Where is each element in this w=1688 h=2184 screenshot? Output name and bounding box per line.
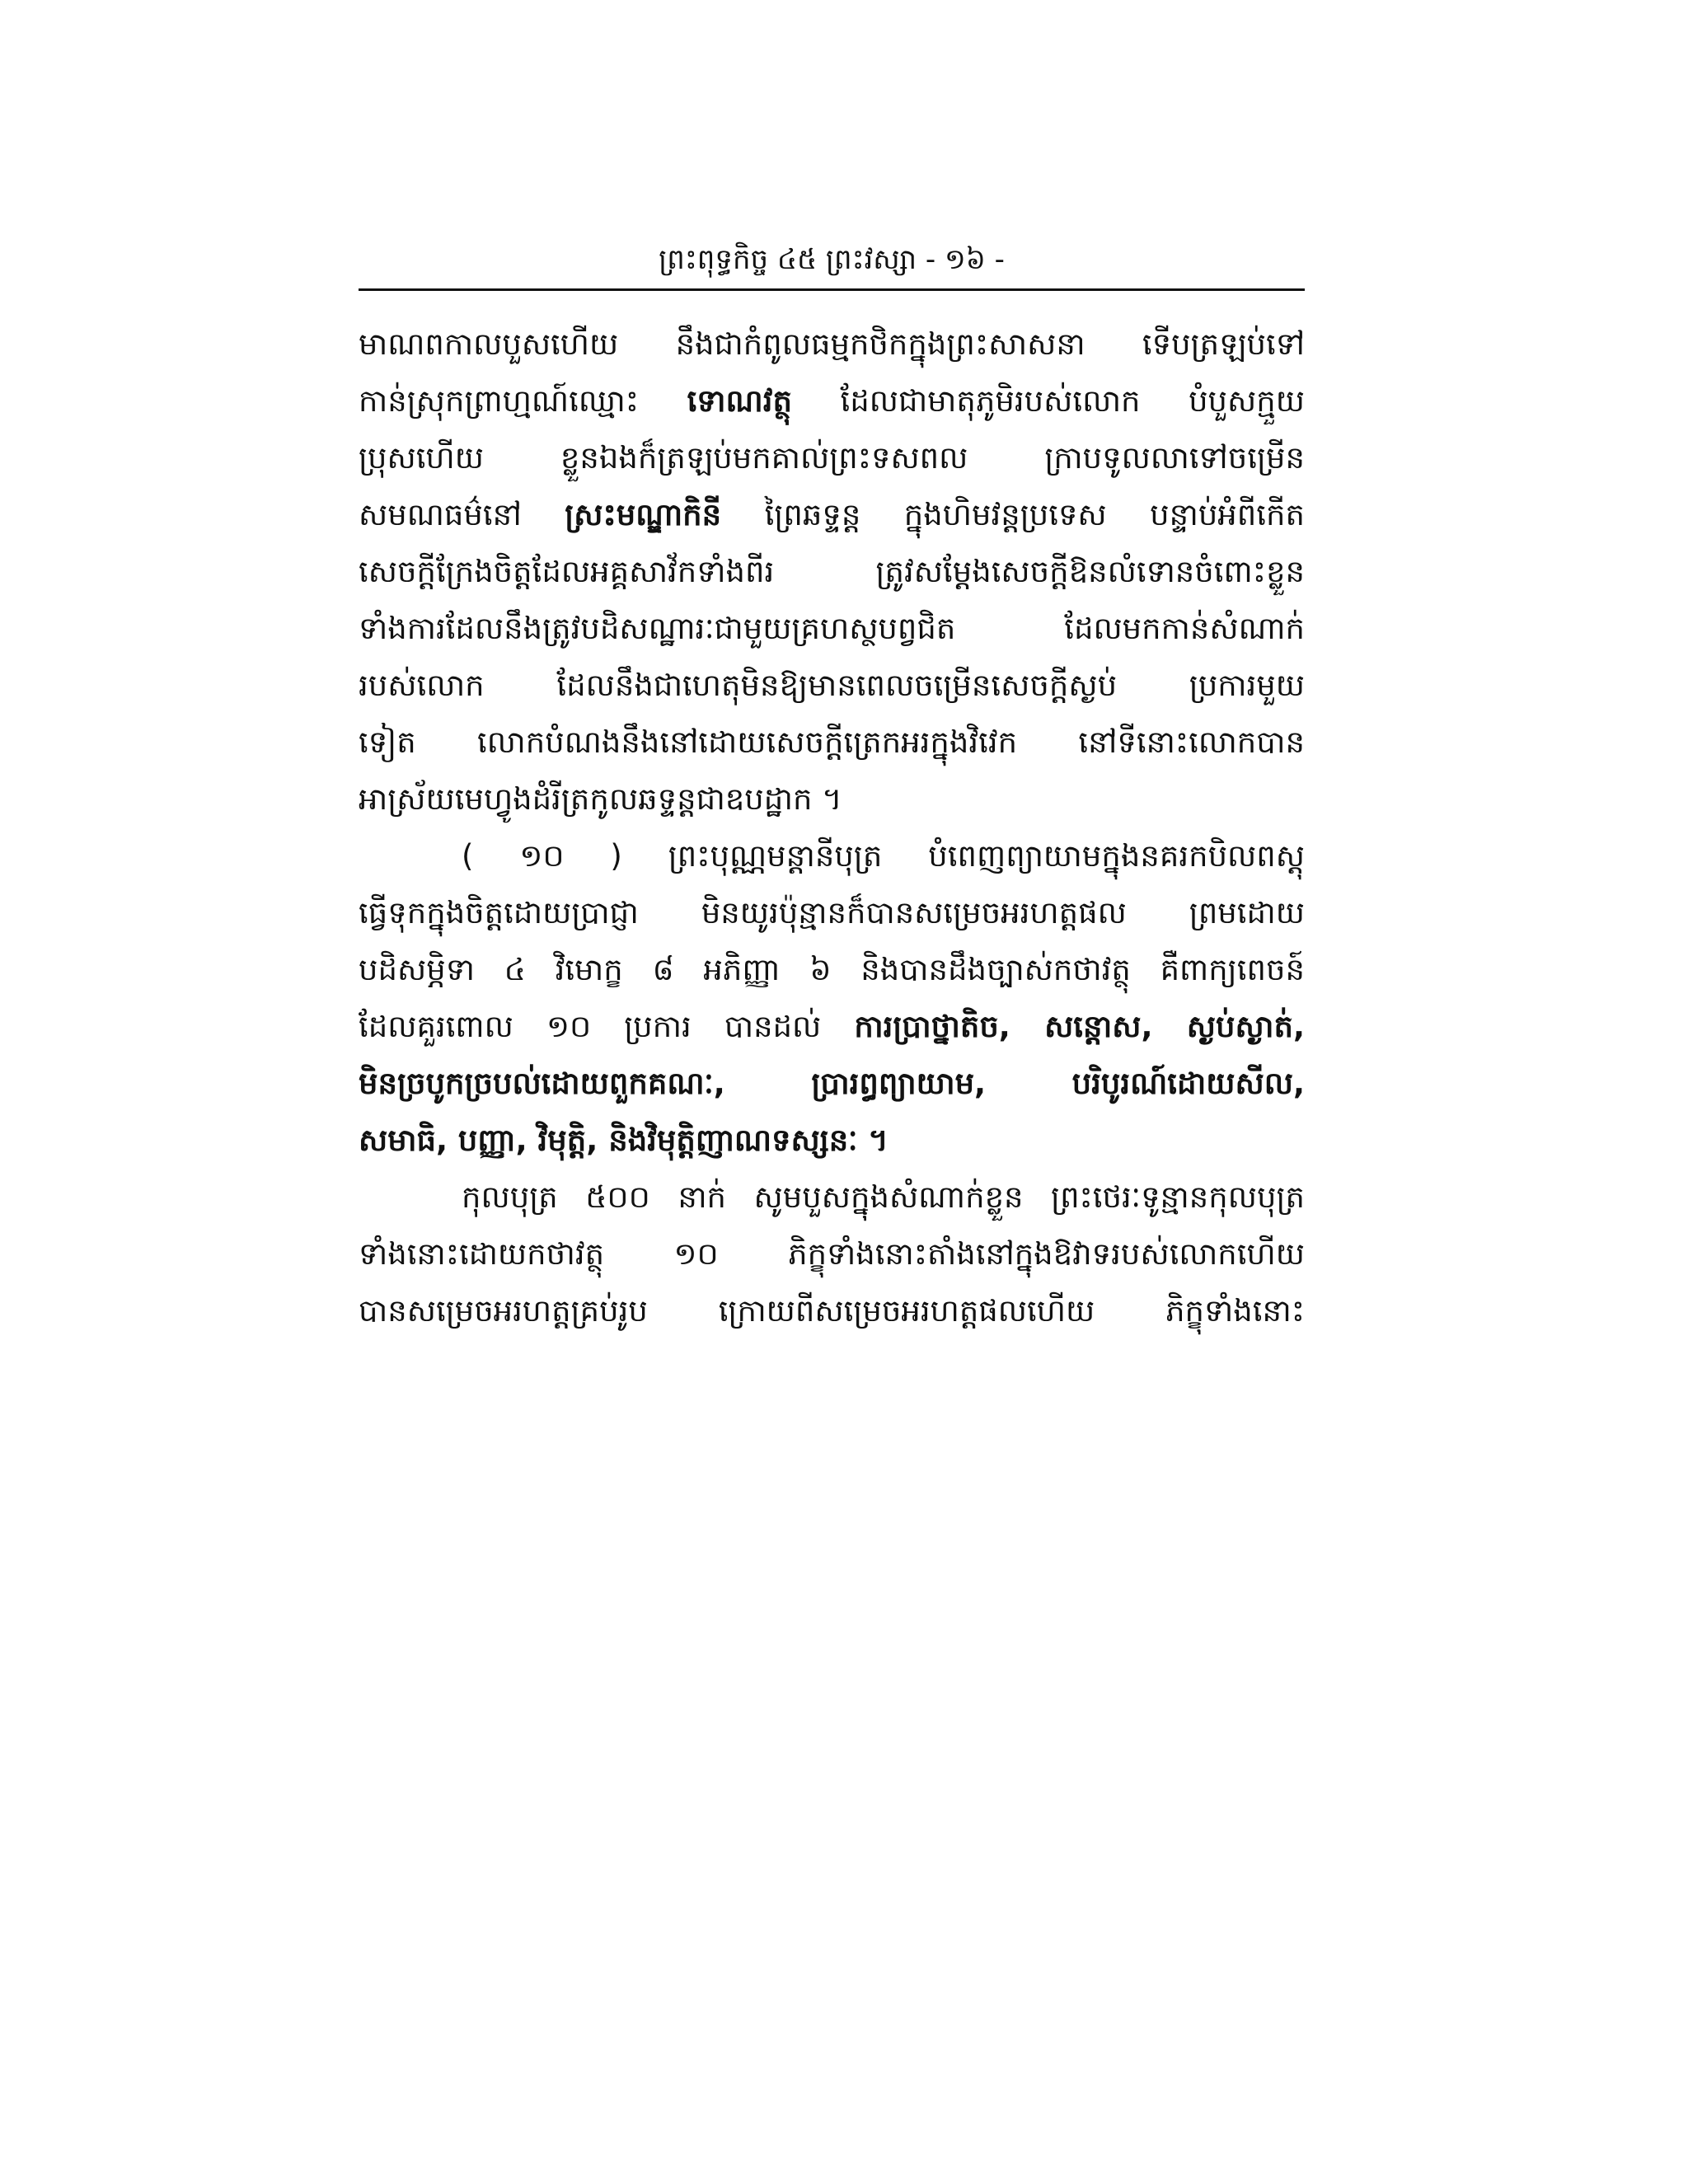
text-line [359,373,1305,429]
bold-term: ស្រះមណ្ឌាកិនី [565,497,722,532]
bold-term: ការប្រាថ្នាតិច, សន្តោស, ស្ងប់ស្ងាត់, [854,1009,1305,1044]
text-run: ( ១០ ) ព្រះបុណ្ណមន្តានីបុត្រ បំពេញព្យាយាមក្នុងនគរកបិលពស្តុ [462,838,1305,874]
text-run: សមណធម៌នៅ [359,497,565,532]
text-run: កុលបុត្រ ៥០០ នាក់ សូមបួសក្នុងសំណាក់ខ្លួន ព្រះថេរៈទូន្មានកុលបុត្រ [462,1179,1305,1215]
text-line [359,543,1305,600]
text-line [359,714,1305,771]
text-line [359,998,1305,1055]
header-rule [359,288,1305,291]
text-run: ដែលជាមាតុភូមិរបស់លោក បំបួសក្មួយ [791,383,1305,419]
text-run: បដិសម្ភិទា ៤ វិមោក្ខ ៨ អភិញ្ញា ៦ និងបានដឹងច្បាស់កថាវត្ថុ គឺពាក្យពេចន៍ [359,952,1305,987]
text-run: អាស្រ័យមេហ្វូងដំរីត្រកូលឆទ្ទន្តជាឧបដ្ឋាក ។ [359,781,842,817]
text-line [359,600,1305,657]
text-line [359,1055,1305,1112]
text-run: បានសម្រេចអរហត្តគ្រប់រូប ក្រោយពីសម្រេចអរហត្តផលហើយ ភិក្ខុទាំងនោះ [359,1293,1305,1329]
text-line [359,657,1305,714]
text-line [359,486,1305,543]
running-header: ព្រះពុទ្ធកិច្ច ៤៥ ព្រះវស្សា - ១៦ - [659,243,1005,276]
bold-term: មិនច្របូកច្របល់ដោយពួកគណៈ, ប្រារព្ធព្យាយាម, បរិបូរណ៍ដោយសីល, [359,1066,1305,1101]
text-line [359,827,1305,884]
text-line [359,771,1305,827]
text-run: ទាំងការដែលនឹងត្រូវបដិសណ្ឋារៈជាមួយគ្រហស្ថបព្វជិត ដែលមកកាន់សំណាក់ [359,611,1305,646]
body-text [359,316,1305,1339]
text-line [359,429,1305,486]
text-run: កាន់ស្រុកព្រាហ្មណ៍ឈ្មោះ [359,383,687,419]
text-run: របស់លោក ដែលនឹងជាហេតុមិនឱ្យមានពេលចម្រើនសេចក្តីស្ងប់ ប្រការមួយ [359,668,1305,703]
text-line [359,1282,1305,1339]
text-run: ទៀត លោកបំណងនឹងនៅដោយសេចក្តីត្រេកអរក្នុងវិវេក នៅទីនោះលោកបាន [359,724,1305,760]
bold-term: ទោណវត្ថុ [687,383,792,419]
text-line [359,1169,1305,1226]
text-run: ប្រុសហើយ ខ្លួនឯងក៏ត្រឡប់មកគាល់ព្រះទសពល ក្រាបទូលលាទៅចម្រើន [359,440,1305,476]
text-line [359,316,1305,373]
text-line [359,1226,1305,1282]
text-run: ធ្វើទុកក្នុងចិត្តដោយប្រាជ្ញា មិនយូរប៉ុន្មានក៏បានសម្រេចអរហត្តផល ព្រមដោយ [359,895,1305,930]
text-run: សេចក្តីក្រែងចិត្តដែលអគ្គសាវ័កទាំងពីរ ត្រូវសម្តែងសេចក្តីឱនលំទោនចំពោះខ្លួន [359,554,1305,589]
text-run: មាណពកាលបួសហើយ នឹងជាកំពូលធម្មកថិកក្នុងព្រះសាសនា ទើបត្រឡប់ទៅ [359,326,1305,362]
text-line [359,884,1305,941]
text-line [359,941,1305,998]
text-run: ព្រៃឆទ្ទន្ត ក្នុងហិមវន្តប្រទេស បន្ទាប់អំពីកើត [721,497,1305,532]
text-run: ទាំងនោះដោយកថាវត្ថុ ១០ ភិក្ខុទាំងនោះតាំងនៅក្នុងឱវាទរបស់លោកហើយ [359,1236,1305,1272]
bold-term: សមាធិ, បញ្ញា, វិមុត្តិ, និងវិមុត្តិញាណទស្សនៈ ។ [359,1122,889,1158]
text-line [359,1112,1305,1169]
text-run: ដែលគួរពោល ១០ ប្រការ បានដល់ [359,1009,855,1044]
